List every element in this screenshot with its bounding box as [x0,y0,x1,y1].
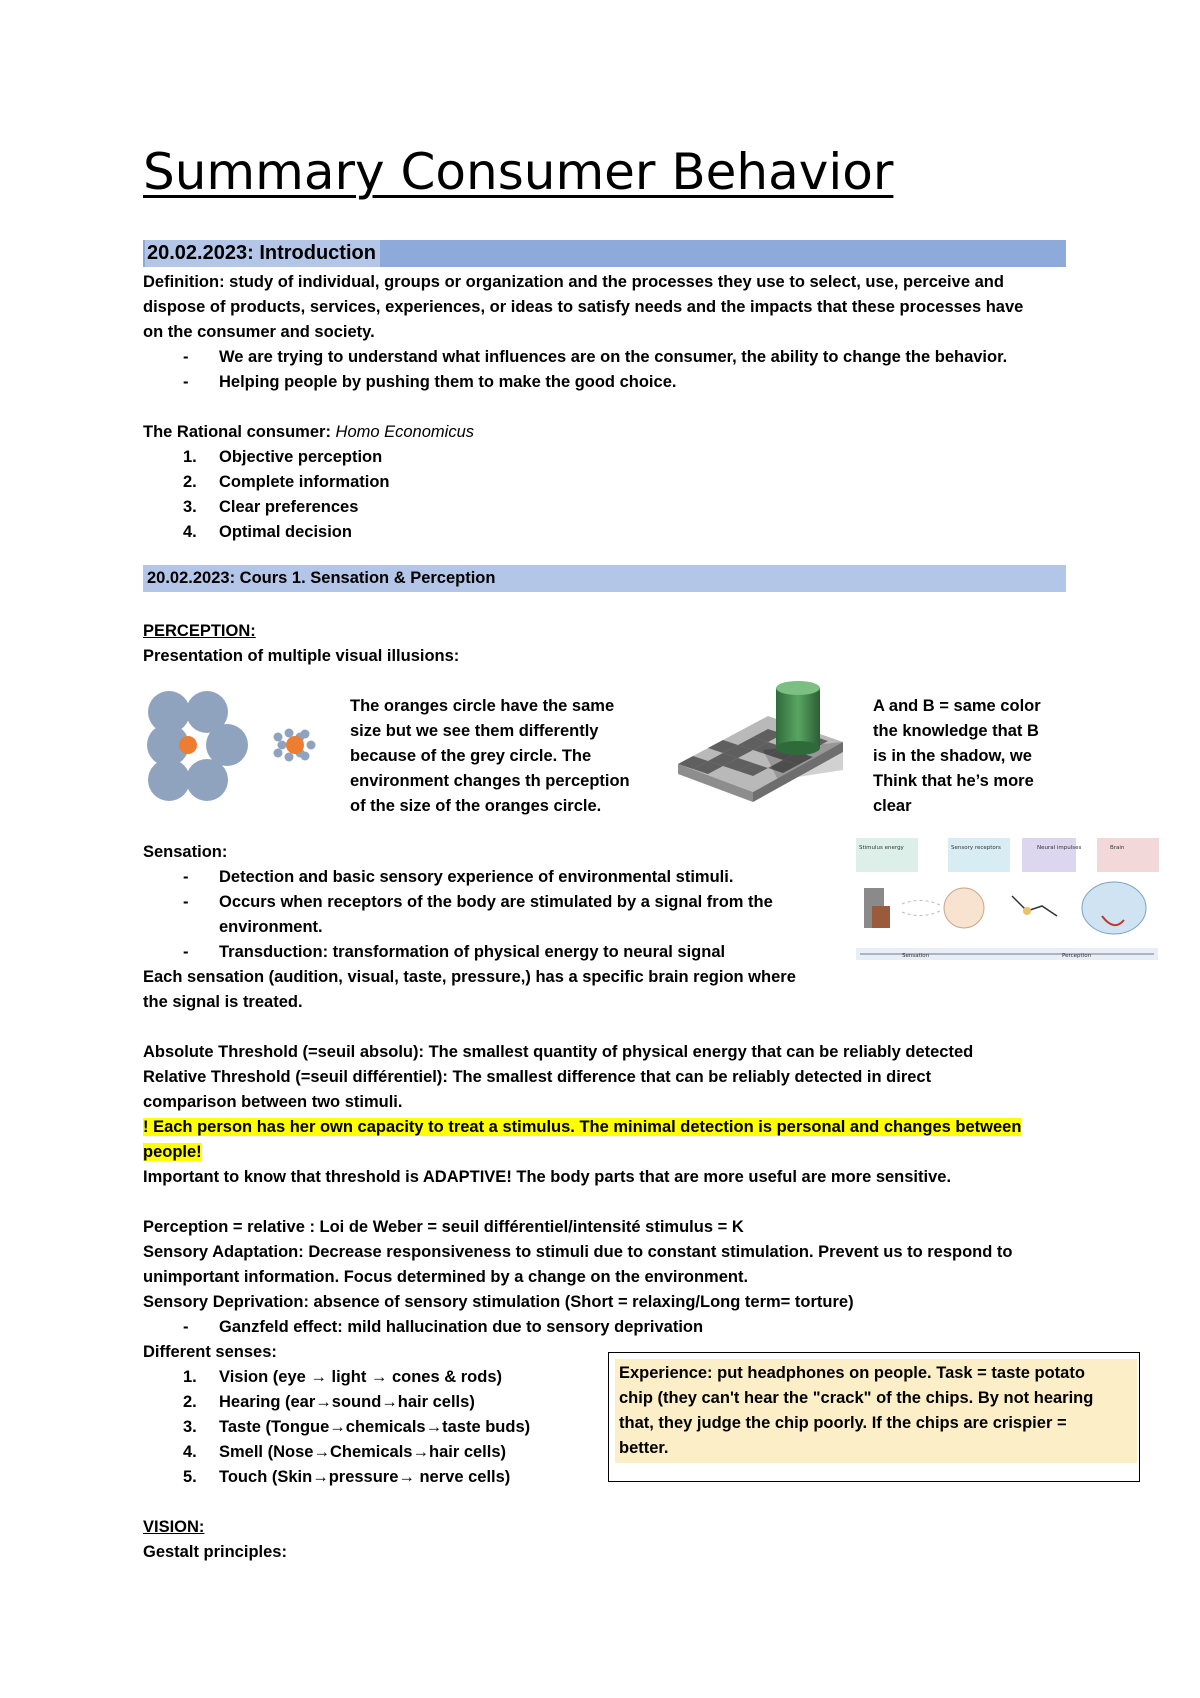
sensory-deprivation: Sensory Deprivation: absence of sensory stimulation (Short = relaxing/Long term= torture) [143,1293,854,1311]
list-item: - We are trying to understand what influences are on the consumer, the ability to change the behavior. [143,345,1083,370]
definition-paragraph [143,270,1083,395]
checker-explanation: A and B = same color the knowledge that B is in the shadow, we Think that he’s more clear [873,697,1041,815]
each-sensation-line: Each sensation (audition, visual, taste, pressure,) has a specific brain region where [143,968,796,986]
weber-law: Perception = relative : Loi de Weber = seuil différentiel/intensité stimulus = K [143,1218,744,1236]
perception-block [143,619,459,669]
list-item: 5. Touch (Skin→pressure→ nerve cells) [183,1468,511,1486]
list-item: - Ganzfeld effect: mild hallucination due to sensory deprivation [143,1315,1103,1340]
rational-consumer-heading: The Rational consumer: Homo Economicus [143,423,475,441]
section-header-label: 20.02.2023: Introduction [145,240,380,267]
list-item: 2. Complete information [183,473,390,491]
definition-line: dispose of products, services, experiences, or ideas to satisfy needs and the impacts that these processes have [143,298,1024,316]
absolute-threshold: Absolute Threshold (=seuil absolu): The smallest quantity of physical energy that can be reliably detected [143,1043,974,1061]
list-item: 2. Hearing (ear→sound→hair cells) [183,1393,475,1411]
ebbinghaus-illusion-figure [145,690,335,805]
deprivation-bullets [143,1315,1103,1340]
each-sensation-line: the signal is treated. [143,993,303,1011]
perception-heading: PERCEPTION: [143,622,256,640]
perception-axis-label: Perception [1062,953,1092,959]
senses-heading: Different senses: [143,1343,277,1361]
brain-label: Brain [1110,845,1125,851]
definition-line: Definition: study of individual, groups or organization and the processes they use to select, use, perceive and [143,273,1004,291]
section-header-sensation-perception [143,565,1066,592]
checker-shadow-illusion-figure [668,680,848,820]
section-header-label: 20.02.2023: Cours 1. Sensation & Perception [147,569,496,587]
highlight-note: ! Each person has her own capacity to treat a stimulus. The minimal detection is personal and changes between [143,1118,1022,1136]
list-item: - Transduction: transformation of physical energy to neural signal [143,940,843,965]
definition-line: on the consumer and society. [143,323,375,341]
gestalt-heading: Gestalt principles: [143,1543,287,1561]
sensation-perception-figure [852,836,1162,968]
definition-bullets [143,345,1083,395]
experience-text: Experience: put headphones on people. Task = taste potato chip (they can't hear the "crack" of the chips. By not hearing that, they judge the chip poorly. If the chips are crispier = better. [615,1359,1137,1463]
rational-consumer [143,420,743,545]
vision-heading: VISION: [143,1518,205,1536]
sensation-block [143,840,843,1015]
sensory-adaptation-line: unimportant information. Focus determined by a change on the environment. [143,1268,749,1286]
illusions-intro: Presentation of multiple visual illusions: [143,647,460,665]
rational-consumer-list [143,445,743,545]
list-item: 3. Clear preferences [183,498,359,516]
list-item: 1. Vision (eye → light → cones & rods) [183,1368,502,1386]
neural-label: Neural impulses [1037,845,1082,851]
list-item: 4. Optimal decision [183,523,352,541]
list-item: 1. Objective perception [183,448,383,466]
highlight-note: people! [143,1143,202,1161]
homo-economicus-term: Homo Economicus [335,423,475,441]
sensation-axis-label: Sensation [902,953,930,959]
experience-box [608,1352,1140,1482]
list-item: - Helping people by pushing them to make the good choice. [143,370,1083,395]
relative-threshold-line: comparison between two stimuli. [143,1093,403,1111]
relative-threshold-line: Relative Threshold (=seuil différentiel): The smallest difference that can be reliably detected in direct [143,1068,932,1086]
list-item: 4. Smell (Nose→Chemicals→hair cells) [183,1443,507,1461]
list-item: - Occurs when receptors of the body are stimulated by a signal from the environment. [143,890,843,940]
receptors-label: Sensory receptors [951,845,1001,851]
adaptive-note: Important to know that threshold is ADAPTIVE! The body parts that are more useful are more sensitive. [143,1168,952,1186]
stimulus-label: Stimulus energy [859,845,904,851]
vision-block [143,1515,287,1565]
threshold-block [143,1040,1103,1190]
sensory-adaptation-line: Sensory Adaptation: Decrease responsiveness to stimuli due to constant stimulation. Prevent us to respond to [143,1243,1013,1261]
list-item: - Detection and basic sensory experience of environmental stimuli. [143,865,843,890]
section-header-introduction [143,240,1066,267]
ebbinghaus-explanation: The oranges circle have the same size but we see them differently because of the grey circle. The environment changes th perception of the size of the oranges circle. [350,697,630,815]
sensation-bullets [143,865,843,965]
page-title: Summary Consumer Behavior [143,143,894,201]
sensation-heading: Sensation: [143,843,228,861]
list-item: 3. Taste (Tongue→chemicals→taste buds) [183,1418,531,1436]
